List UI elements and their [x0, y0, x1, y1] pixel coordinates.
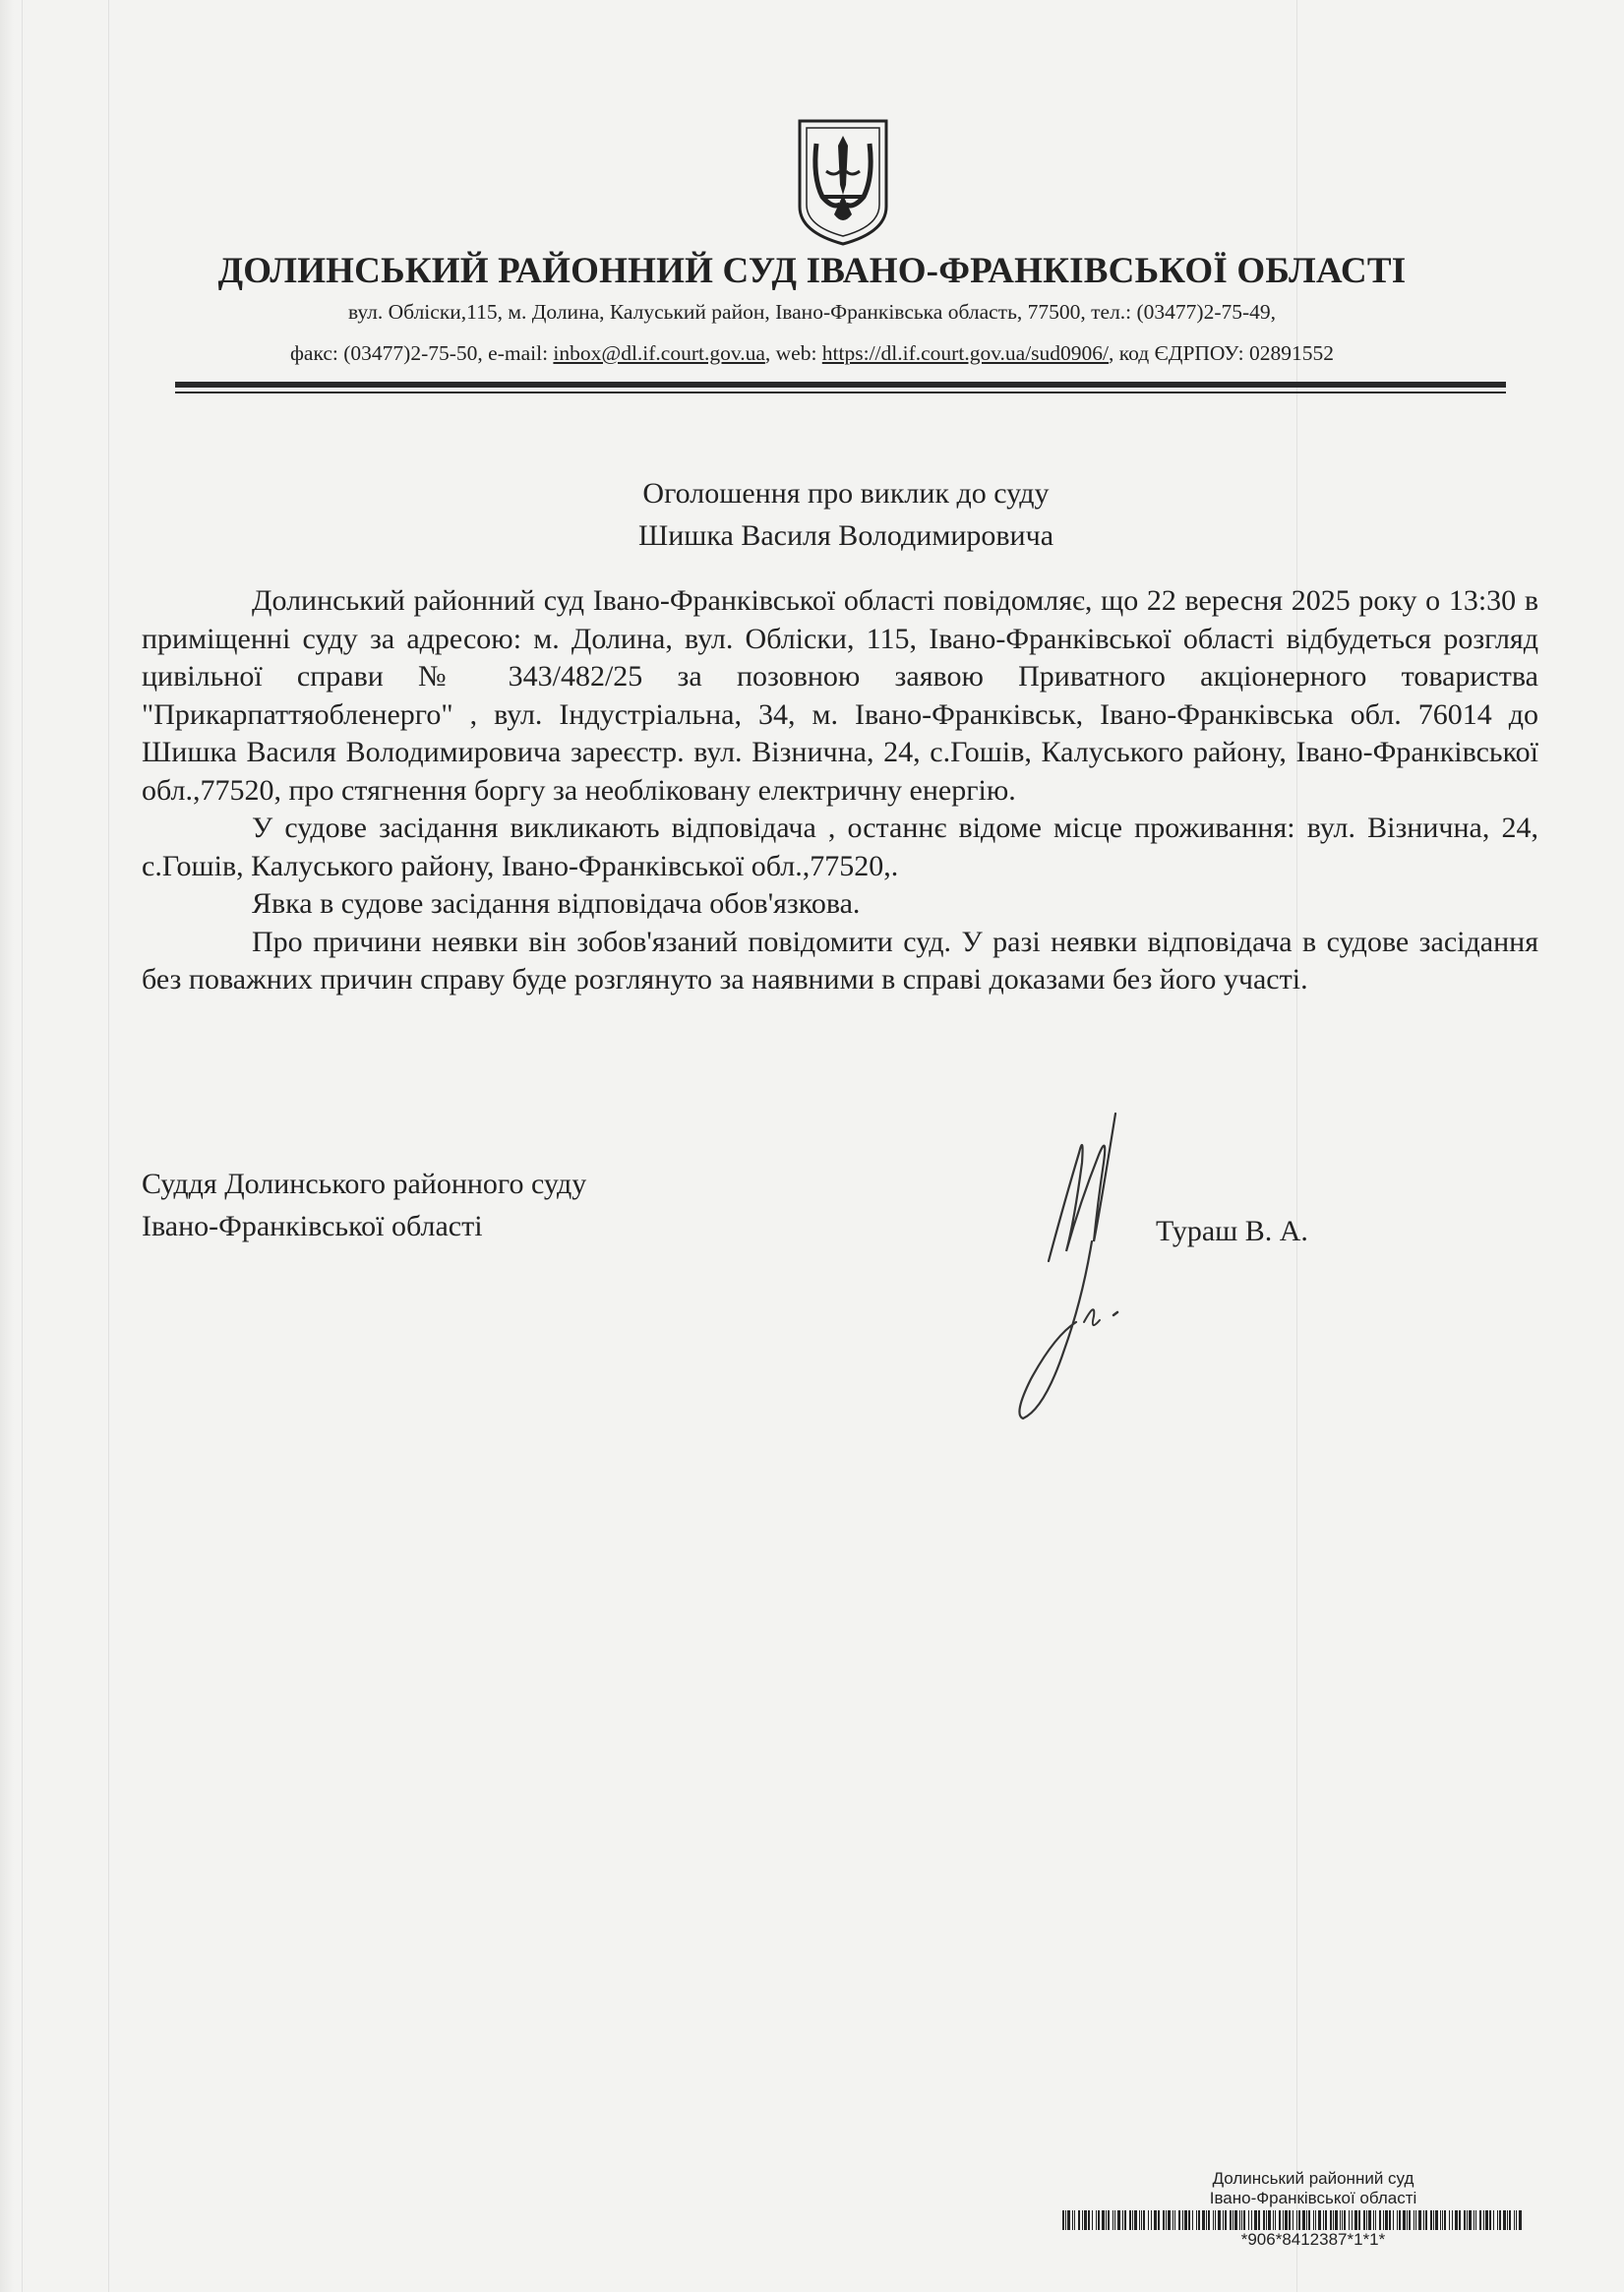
barcode-bar [1082, 2210, 1083, 2230]
barcode-bar [1279, 2210, 1281, 2230]
barcode-bar [1499, 2210, 1501, 2230]
barcode-bar [1092, 2210, 1093, 2230]
barcode-bar [1352, 2210, 1353, 2230]
barcode-bar [1188, 2210, 1190, 2230]
barcode-bar [1389, 2210, 1391, 2230]
body-paragraph: Про причини неявки він зобов'язаний повідомити суд. У разі неявки відповідача в судове засідання без поважних причин справу буде розглянуто за наявними в справі доказами без його участі. [142, 925, 1538, 995]
barcode-bar [1407, 2210, 1408, 2230]
barcode-bar [1335, 2210, 1338, 2230]
website-link[interactable]: https://dl.if.court.gov.ua/sud0906/ [821, 341, 1110, 365]
barcode-bar [1263, 2210, 1265, 2230]
barcode-bar [1435, 2210, 1438, 2230]
barcode-bar [1129, 2210, 1131, 2230]
barcode-bar [1485, 2210, 1488, 2230]
barcode-bar [1289, 2210, 1291, 2230]
barcode-bar [1318, 2210, 1321, 2230]
barcode-bar [1117, 2210, 1120, 2230]
barcode-bar [1363, 2210, 1365, 2230]
signer-position [142, 1163, 586, 1247]
barcode-bar [1503, 2210, 1506, 2230]
fax-text: факс: (03477)2-75-50, e-mail: [289, 341, 554, 365]
barcode-bar [1148, 2210, 1149, 2230]
barcode-bar [1088, 2210, 1090, 2230]
barcode-bar [1479, 2210, 1481, 2230]
barcode-bar [1507, 2210, 1508, 2230]
barcode-bar [1285, 2210, 1288, 2230]
barcode-bar [1489, 2210, 1491, 2230]
barcode-bar [1483, 2210, 1484, 2230]
barcode-bar [1163, 2210, 1165, 2230]
barcode-bar [1248, 2210, 1249, 2230]
barcode-bar [1182, 2210, 1183, 2230]
barcode-bar [1258, 2210, 1260, 2230]
body-paragraph: У судове засідання викликають відповідача , останнє відоме місце проживання: вул. Візнична, 24, с.Гошів, Калуського району, Івано-Франківської обл.,77520,. [142, 812, 1538, 882]
barcode-bar [1154, 2210, 1157, 2230]
barcode-bar [1196, 2210, 1197, 2230]
barcode-bar [1168, 2210, 1171, 2230]
barcode-bar [1184, 2210, 1187, 2230]
barcode-bar [1366, 2210, 1367, 2230]
barcode-bar [1072, 2210, 1073, 2230]
barcode-bar [1493, 2210, 1494, 2230]
barcode-bar [1444, 2210, 1446, 2230]
barcode-bar [1206, 2210, 1207, 2230]
barcode-bar [1230, 2210, 1232, 2230]
barcode-bar [1475, 2210, 1476, 2230]
signer-name: Тураш В. А. [1156, 1215, 1308, 1247]
barcode-bar [1067, 2210, 1070, 2230]
header-divider-thick [175, 382, 1506, 388]
signer-position-line: Суддя Долинського районного суду [142, 1168, 587, 1200]
barcode-bar [1213, 2210, 1214, 2230]
barcode-bar [1413, 2210, 1414, 2230]
barcode-bar [1134, 2210, 1137, 2230]
barcode-bar [1399, 2210, 1401, 2230]
barcode-bar [1084, 2210, 1087, 2230]
barcode-bar [1223, 2210, 1224, 2230]
header-divider-thin [175, 392, 1506, 393]
trident-coat-of-arms-icon [795, 116, 891, 248]
barcode-bar [1383, 2210, 1384, 2230]
barcode-bar [1268, 2210, 1271, 2230]
barcode-bar [1313, 2210, 1314, 2230]
barcode-bar [1455, 2210, 1458, 2230]
barcode-bar [1106, 2210, 1107, 2230]
barcode-bar [1323, 2210, 1324, 2230]
barcode-bar [1379, 2210, 1381, 2230]
barcode-bar [1062, 2210, 1064, 2230]
barcode-bar [1358, 2210, 1360, 2230]
barcode-bar [1192, 2210, 1193, 2230]
barcode-bar [1243, 2210, 1245, 2230]
barcode-bar [1514, 2210, 1515, 2230]
body-paragraph: Долинський районний суд Івано-Франківської області повідомляє, що 22 вересня 2025 року о 13:30 в приміщенні суду за адресою: м. Долина, вул. Обліски, 115, Івано-Франківської області відбудеться розгляд цивільної справи № 343/482/25 за позовною заявою Приватного акціонерного товариства "Прикарпаттяобленерго" , вул. Індустріальна, 34, м. Івано-Франківськ, Івано-Франківська обл. 76014 до Шишка Василя Володимировича зареєстр. вул. Візнична, 24, с.Гошів, Калуського району, Івано-Франківської обл.,77520, про стягнення боргу за необліковану електричну енергію. [142, 584, 1538, 807]
barcode-bar [1296, 2210, 1297, 2230]
barcode-bar [1516, 2210, 1517, 2230]
announcement-body [142, 582, 1538, 999]
barcode-bar [1141, 2210, 1142, 2230]
barcode-bar [1178, 2210, 1180, 2230]
barcode-bar [1449, 2210, 1450, 2230]
barcode-bar [1239, 2210, 1240, 2230]
barcode-bar [1174, 2210, 1175, 2230]
handwritten-signature [1005, 1094, 1153, 1428]
barcode-bar [1275, 2210, 1276, 2230]
barcode-bar [1459, 2210, 1461, 2230]
barcode-bar [1423, 2210, 1424, 2230]
barcode-bar [1469, 2210, 1472, 2230]
barcode-bar [1139, 2210, 1140, 2230]
barcode-bar [1078, 2210, 1080, 2230]
stamp-line: Івано-Франківської області [1209, 2189, 1417, 2207]
document-title-line: Шишка Василя Володимировича [637, 519, 1054, 552]
barcode-bar [1306, 2210, 1307, 2230]
barcode-bar [1225, 2210, 1227, 2230]
barcode-bar [1215, 2210, 1216, 2230]
barcode-bar [1102, 2210, 1105, 2230]
barcode-bar [1425, 2210, 1427, 2230]
barcode-bar [1241, 2210, 1242, 2230]
barcode-bar [1373, 2210, 1374, 2230]
barcode-bar [1315, 2210, 1316, 2230]
barcode-bar [1273, 2210, 1274, 2230]
barcode-bar [1124, 2210, 1126, 2230]
barcode-bar [1430, 2210, 1432, 2230]
barcode-bar [1074, 2210, 1075, 2230]
barcode-bar [1151, 2210, 1152, 2230]
barcode-bar [1202, 2210, 1205, 2230]
barcode-bar [1208, 2210, 1210, 2230]
barcode-bar [1132, 2210, 1133, 2230]
barcode-bar [1234, 2210, 1237, 2230]
document-title-line: Оголошення про виклик до суду [642, 477, 1050, 510]
court-contacts [0, 341, 1624, 366]
barcode-bar [1344, 2210, 1346, 2230]
barcode-bar [1096, 2210, 1097, 2230]
barcode-bar [1354, 2210, 1357, 2230]
barcode-bar [1333, 2210, 1334, 2230]
barcode-bar [1433, 2210, 1434, 2230]
barcode-bar [1308, 2210, 1310, 2230]
signer-position-line: Івано-Франківської області [142, 1210, 483, 1242]
barcode-bar [1198, 2210, 1200, 2230]
barcode-bar [1368, 2210, 1371, 2230]
barcode-bar [1397, 2210, 1398, 2230]
barcode-bar [1464, 2210, 1466, 2230]
barcode-bar [1166, 2210, 1167, 2230]
barcode-bar [1349, 2210, 1350, 2230]
barcode-bar [1342, 2210, 1343, 2230]
edrpou-text: , код ЄДРПОУ: 02891552 [1109, 341, 1334, 365]
barcode-bar [1251, 2210, 1252, 2230]
barcode-bar [1452, 2210, 1453, 2230]
stamp-line: Долинський районний суд [1212, 2169, 1414, 2188]
barcode-bar [1254, 2210, 1257, 2230]
web-label: , web: [764, 341, 822, 365]
document-title [0, 472, 1624, 557]
barcode-bar [1418, 2210, 1421, 2230]
barcode-bar [1415, 2210, 1416, 2230]
barcode-bar [1065, 2210, 1066, 2230]
stamp-court-name [1102, 2169, 1525, 2208]
barcode-bar [1108, 2210, 1110, 2230]
barcode-bar [1266, 2210, 1267, 2230]
barcode-bar [1143, 2210, 1145, 2230]
barcode-bar [1509, 2210, 1511, 2230]
body-paragraph: Явка в судове засідання відповідача обов'язкова. [252, 887, 861, 920]
barcode-bar [1098, 2210, 1100, 2230]
registration-stamp [1062, 2169, 1525, 2249]
barcode-bar [1302, 2210, 1305, 2230]
barcode-bar [1467, 2210, 1468, 2230]
barcode-bar [1519, 2210, 1522, 2230]
barcode-bar [1385, 2210, 1388, 2230]
barcode-bar [1440, 2210, 1441, 2230]
barcode-number: *906*8412387*1*1* [1240, 2230, 1386, 2249]
barcode-bar [1442, 2210, 1443, 2230]
court-name-heading: ДОЛИНСЬКИЙ РАЙОННИЙ СУД ІВАНО-ФРАНКІВСЬКОЇ ОБЛАСТІ [217, 251, 1407, 291]
barcode-bar [1158, 2210, 1160, 2230]
barcode-bar [1114, 2210, 1115, 2230]
barcode-bar [1283, 2210, 1284, 2230]
court-address: вул. Обліски,115, м. Долина, Калуський район, Івано-Франківська область, 77500, тел.: (03477)2-75-49, [347, 300, 1277, 324]
barcode-bar [1122, 2210, 1123, 2230]
barcode-bar [1330, 2210, 1332, 2230]
barcode-bar [1393, 2210, 1394, 2230]
barcode-bar [1497, 2210, 1498, 2230]
email-link[interactable]: inbox@dl.if.court.gov.ua [553, 341, 765, 365]
barcode-bar [1218, 2210, 1221, 2230]
barcode-bar [1409, 2210, 1411, 2230]
barcode-bar [1325, 2210, 1327, 2230]
barcode-bar [1298, 2210, 1300, 2230]
barcode-bar [1375, 2210, 1376, 2230]
barcode-bar [1403, 2210, 1406, 2230]
barcode-bar [1340, 2210, 1341, 2230]
barcode [1062, 2210, 1525, 2230]
